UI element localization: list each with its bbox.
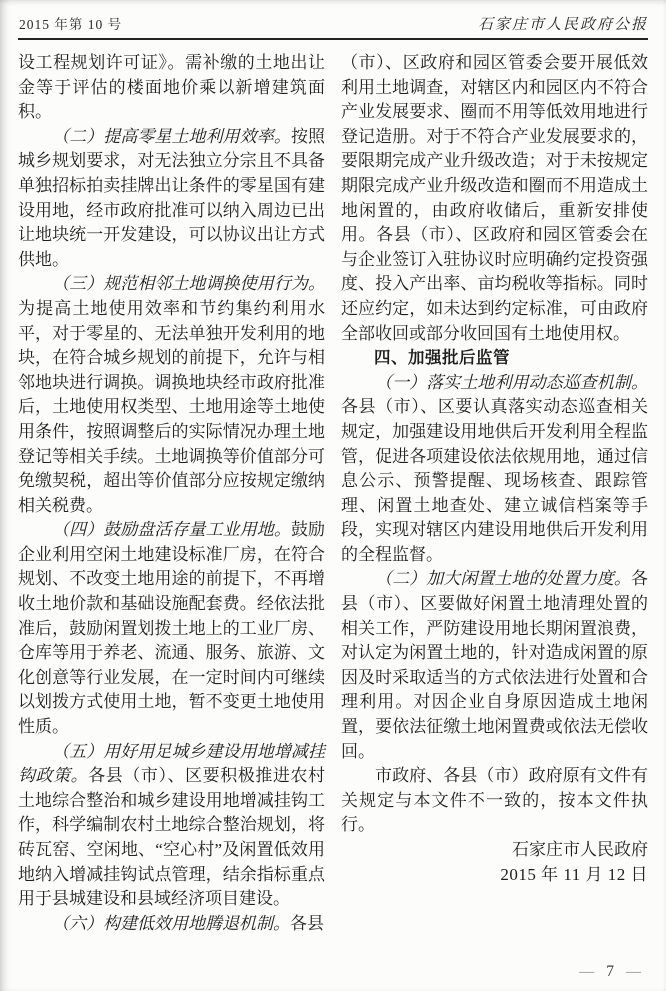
left-column bbox=[18, 51, 325, 953]
paragraph-text: （市）、区政府和园区管委会要开展低效利用土地调查，对辖区内和园区内不符合产业发展要求、圈而不用等低效用地进行登记造册。对于不符合产业发展要求的，要限期完成产业升级改造；对于未按规定期限完成产业升级改造和圈而不用造成土地闲置的，由政府收储后，重新安排使用。各县（市）、区政府和园区管委会在与企业签订入驻协议时应明确约定投资强度、投入产出率、亩均税收等指标。同时还应约定，如未达到约定标准，可由政府全部收回或部分收回国有土地使用权。 bbox=[341, 53, 648, 343]
section-lead: （二）加大闲置土地的处置力度。 bbox=[375, 569, 631, 589]
paragraph bbox=[341, 51, 648, 346]
section-lead: （四）鼓励盘活存量工业用地。 bbox=[52, 520, 291, 540]
section-lead: （二）提高零星土地利用效率。 bbox=[52, 126, 291, 146]
paragraph-text: 四、加强批后监管 bbox=[374, 349, 510, 368]
paragraph-text: 按照城乡规划要求，对无法独立分宗且不具备单独招标拍卖挂牌出让条件的零星国有建设用地，经市政府批准可以纳入周边已出让地块统一开发建设，可以协议出让方式供地。 bbox=[18, 126, 326, 269]
page-number-dash-left: — bbox=[579, 963, 595, 980]
section-lead: （一）落实土地利用动态巡查机制。 bbox=[375, 372, 648, 392]
paragraph bbox=[341, 567, 648, 764]
paragraph-text: 为提高土地使用效率和节约集约利用水平，对于零星的、无法单独开发利用的地块，在符合城乡规划的前提下，允许与相邻地块进行调换。调换地块经市政府批准后，土地使用权类型、土地用途等土地使用条件，按照调整后的实际情况办理土地登记等相关手续。土地调换等价值部分可免缴契税，超出等价值部分应按规定缴纳相关税费。 bbox=[18, 298, 325, 515]
page-header bbox=[19, 13, 648, 34]
document-body bbox=[18, 51, 648, 953]
paragraph-text: 设工程规划许可证》。需补缴的土地出让金等于评估的楼面地价乘以新增建筑面积。 bbox=[18, 53, 325, 122]
paragraph bbox=[18, 912, 325, 937]
page-number-dash-right: — bbox=[626, 963, 641, 980]
section-lead: （三）规范相邻土地调换使用行为。 bbox=[52, 274, 325, 294]
paragraph bbox=[341, 838, 648, 863]
paragraph bbox=[341, 863, 648, 888]
paragraph-text: 各县（市）、区要积极推进农村土地综合整治和城乡建设用地增减挂钩工作，科学编制农村土地综合整治规划，将砖瓦窑、空闲地、“空心村”及闲置低效用地纳入增减挂钩试点管理，结余指标重点用于县城建设和县域经济项目建设。 bbox=[18, 766, 326, 909]
paragraph-text: 2015 年 11 月 12 日 bbox=[500, 864, 648, 884]
paragraph-text: 各县（市）、区要认真落实动态巡查相关规定，加强建设用地供后开发利用全程监管，促进各项建设依法依规用地，通过信息公示、预警提醒、现场核查、跟踪管理、闲置土地查处、建立诚信档案等手段，实现对辖区内建设用地供后开发利用的全程监督。 bbox=[341, 397, 648, 564]
paragraph-text: 各县 bbox=[290, 913, 324, 933]
issue-number: 2015 年第 10 号 bbox=[19, 17, 123, 32]
paragraph bbox=[18, 740, 325, 912]
page-number bbox=[579, 963, 641, 981]
right-column bbox=[341, 51, 648, 953]
paragraph-text: 各县（市）、区要做好闲置土地清理处置的相关工作，严防建设用地长期闲置浪费，对认定为闲置土地的，针对造成闲置的原因及时采取适当的方式依法进行处置和合理利用。对因企业自身原因造成土地闲置，要依法征缴土地闲置费或依法无偿收回。 bbox=[341, 569, 648, 761]
section-lead: （六）构建低效用地腾退机制。 bbox=[52, 913, 290, 933]
paragraph bbox=[18, 51, 325, 125]
paragraph bbox=[341, 371, 648, 568]
section-lead: （五）用好用足城乡建设用地增减挂钩政策。 bbox=[18, 741, 325, 786]
paragraph-text: 鼓励企业利用空闲土地建设标准厂房，在符合规划、不改变土地用途的前提下，不再增收土地价款和基础设施配套费。经依法批准后，鼓励闲置划拨土地上的工业厂房、仓库等用于养老、流通、服务、旅游、文化创意等行业发展，在一定时间内可继续以划拨方式使用土地，暂不变更土地使用性质。 bbox=[18, 520, 326, 737]
paragraph bbox=[18, 125, 325, 273]
paragraph bbox=[341, 764, 648, 838]
paragraph-text: 石家庄市人民政府 bbox=[512, 840, 648, 859]
paragraph bbox=[18, 272, 325, 518]
paragraph bbox=[341, 346, 648, 371]
paragraph-text: 市政府、各县（市）政府原有文件有关规定与本文件不一致的，按本文件执行。 bbox=[341, 766, 648, 835]
header-rule bbox=[18, 38, 648, 40]
page-number-value: 7 bbox=[606, 963, 614, 980]
paragraph bbox=[18, 518, 325, 739]
gazette-title: 石家庄市人民政府公报 bbox=[477, 17, 648, 33]
